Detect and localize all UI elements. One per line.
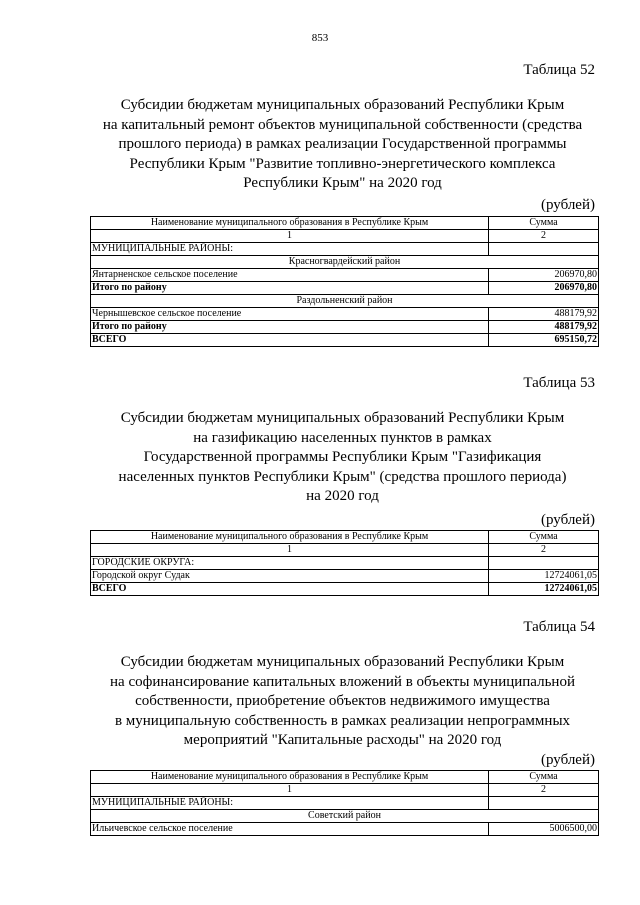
column-number-2: 2 xyxy=(489,544,599,557)
row-value: 488179,92 xyxy=(489,308,599,321)
total-value: 488179,92 xyxy=(489,321,599,334)
group-label: МУНИЦИПАЛЬНЫЕ РАЙОНЫ: xyxy=(91,797,489,810)
page-number: 853 xyxy=(311,32,329,44)
total-label: Итого по району xyxy=(91,321,489,334)
row-name: Городской округ Судак xyxy=(91,570,489,583)
district-label: Раздольненский район xyxy=(91,295,599,308)
column-number-2: 2 xyxy=(489,784,599,797)
header-amount: Сумма xyxy=(489,217,599,230)
column-number-row xyxy=(91,544,599,557)
units-label: (рублей) xyxy=(540,197,595,213)
title-line: Субсидии бюджетам муниципальных образований Республики Крым xyxy=(120,410,565,426)
table-54 xyxy=(90,770,599,836)
district-row xyxy=(91,295,599,308)
grand-total-value: 12724061,05 xyxy=(489,583,599,596)
column-number-1: 1 xyxy=(91,784,489,797)
title-line: Республики Крым" на 2020 год xyxy=(243,175,442,191)
title-line: Субсидии бюджетам муниципальных образований Республики Крым xyxy=(120,97,565,113)
title-line: на капитальный ремонт объектов муниципальной собственности (средства xyxy=(102,116,583,133)
total-row xyxy=(91,282,599,295)
group-row xyxy=(91,797,599,810)
row-name: Янтарненское сельское поселение xyxy=(91,269,489,282)
group-row xyxy=(91,243,599,256)
title-line: Республики Крым "Развитие топливно-энергетического комплекса xyxy=(129,155,556,172)
units-label: (рублей) xyxy=(540,512,595,528)
row-name: Чернышевское сельское поселение xyxy=(91,308,489,321)
district-row xyxy=(91,810,599,823)
total-row xyxy=(91,321,599,334)
column-number-row xyxy=(91,230,599,243)
title-line: на газификацию населенных пунктов в рамках xyxy=(193,429,492,446)
table-53-label: Таблица 53 xyxy=(523,375,595,391)
header-amount: Сумма xyxy=(489,531,599,544)
table-row xyxy=(91,570,599,583)
row-value: 5006500,00 xyxy=(489,823,599,836)
table-54-label: Таблица 54 xyxy=(523,619,595,635)
table-row xyxy=(91,823,599,836)
header-row xyxy=(91,217,599,230)
table-52 xyxy=(90,216,599,347)
district-label: Красногвардейский район xyxy=(91,256,599,269)
title-line: прошлого периода) в рамках реализации Государственной программы xyxy=(118,136,567,152)
table-54-title xyxy=(90,653,595,751)
title-line: населенных пунктов Республики Крым" (средства прошлого периода) xyxy=(118,468,567,485)
table-52-label: Таблица 52 xyxy=(523,62,595,78)
total-value: 206970,80 xyxy=(489,282,599,295)
table-row xyxy=(91,269,599,282)
header-name: Наименование муниципального образования в Республике Крым xyxy=(91,531,489,544)
title-line: собственности, приобретение объектов недвижимого имущества xyxy=(135,693,550,709)
row-value: 206970,80 xyxy=(489,269,599,282)
group-label: МУНИЦИПАЛЬНЫЕ РАЙОНЫ: xyxy=(91,243,489,256)
title-line: Субсидии бюджетам муниципальных образований Республики Крым xyxy=(120,654,565,670)
units-label: (рублей) xyxy=(540,752,595,768)
grand-total-label: ВСЕГО xyxy=(91,334,489,347)
table-53 xyxy=(90,530,599,596)
title-line: мероприятий "Капитальные расходы" на 2020 год xyxy=(183,732,502,748)
column-number-2: 2 xyxy=(489,230,599,243)
group-label: ГОРОДСКИЕ ОКРУГА: xyxy=(91,557,489,570)
title-line: на 2020 год xyxy=(306,488,379,504)
grand-total-row xyxy=(91,583,599,596)
column-number-1: 1 xyxy=(91,544,489,557)
table-52-title xyxy=(90,96,595,194)
title-line: на софинансирование капитальных вложений в объекты муниципальной xyxy=(110,673,575,690)
header-row xyxy=(91,531,599,544)
grand-total-label: ВСЕГО xyxy=(91,583,489,596)
grand-total-value: 695150,72 xyxy=(489,334,599,347)
title-line: в муниципальную собственность в рамках реализации непрограммных xyxy=(114,712,571,729)
header-row xyxy=(91,771,599,784)
header-name: Наименование муниципального образования в Республике Крым xyxy=(91,217,489,230)
header-amount: Сумма xyxy=(489,771,599,784)
row-name: Ильичевское сельское поселение xyxy=(91,823,489,836)
district-label: Советский район xyxy=(91,810,599,823)
total-label: Итого по району xyxy=(91,282,489,295)
column-number-1: 1 xyxy=(91,230,489,243)
grand-total-row xyxy=(91,334,599,347)
table-row xyxy=(91,308,599,321)
column-number-row xyxy=(91,784,599,797)
table-53-title xyxy=(90,409,595,507)
row-value: 12724061,05 xyxy=(489,570,599,583)
header-name: Наименование муниципального образования в Республике Крым xyxy=(91,771,489,784)
group-row xyxy=(91,557,599,570)
district-row xyxy=(91,256,599,269)
title-line: Государственной программы Республики Крым "Газификация xyxy=(143,449,542,465)
